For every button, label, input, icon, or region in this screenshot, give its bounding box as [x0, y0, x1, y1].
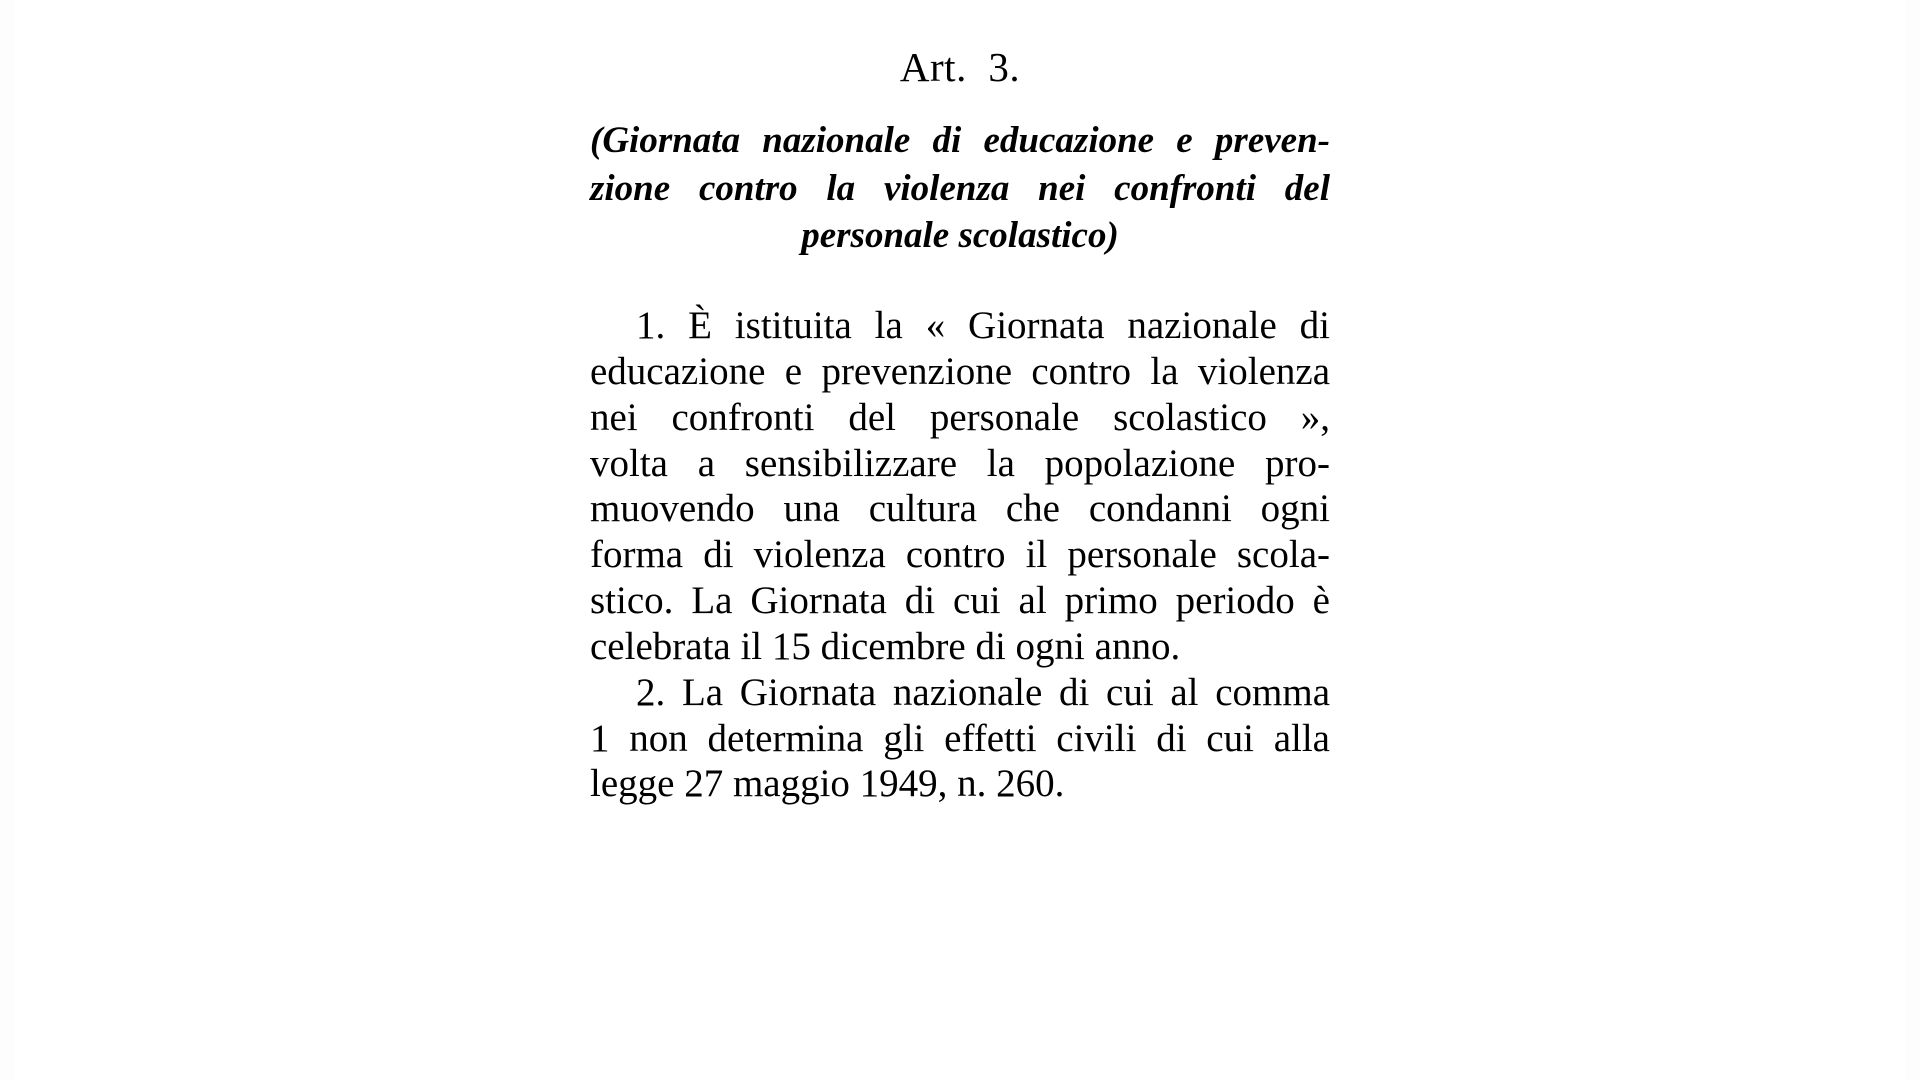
article-title: Art. 3. [899, 44, 1021, 90]
text-column [590, 0, 1330, 807]
paragraph-line: 1. È istituita la « Giornata nazionale di [636, 304, 1330, 348]
paragraph-line: legge 27 maggio 1949, n. 260. [590, 762, 1065, 806]
paragraph-line: muovendo una cultura che condanni ogni [590, 487, 1330, 531]
subtitle-line: zione contro la violenza nei confronti del [590, 167, 1330, 209]
page-gutter-left [0, 0, 14, 1080]
article-subtitle [590, 117, 1330, 259]
paragraph-line: forma di violenza contro il personale scola- [590, 533, 1330, 577]
paragraph-line: volta a sensibilizzare la popolazione pro- [590, 441, 1330, 485]
paragraph-line: celebrata il 15 dicembre di ogni anno. [590, 624, 1181, 668]
paragraph-line: stico. La Giornata di cui al primo periodo è [590, 579, 1330, 623]
paragraph-line: 2. La Giornata nazionale di cui al comma [636, 670, 1330, 714]
article-body [590, 303, 1330, 807]
subtitle-line: (Giornata nazionale di educazione e preven- [590, 120, 1330, 162]
paragraph-line: nei confronti del personale scolastico », [590, 395, 1330, 439]
page-gutter-right [1906, 0, 1920, 1080]
paragraph-line: educazione e prevenzione contro la violenza [590, 350, 1330, 394]
paragraph-1 [590, 303, 1330, 670]
paragraph-2 [590, 670, 1330, 807]
subtitle-line: personale scolastico) [801, 214, 1119, 256]
paragraph-line: 1 non determina gli effetti civili di cui alla [590, 716, 1330, 760]
